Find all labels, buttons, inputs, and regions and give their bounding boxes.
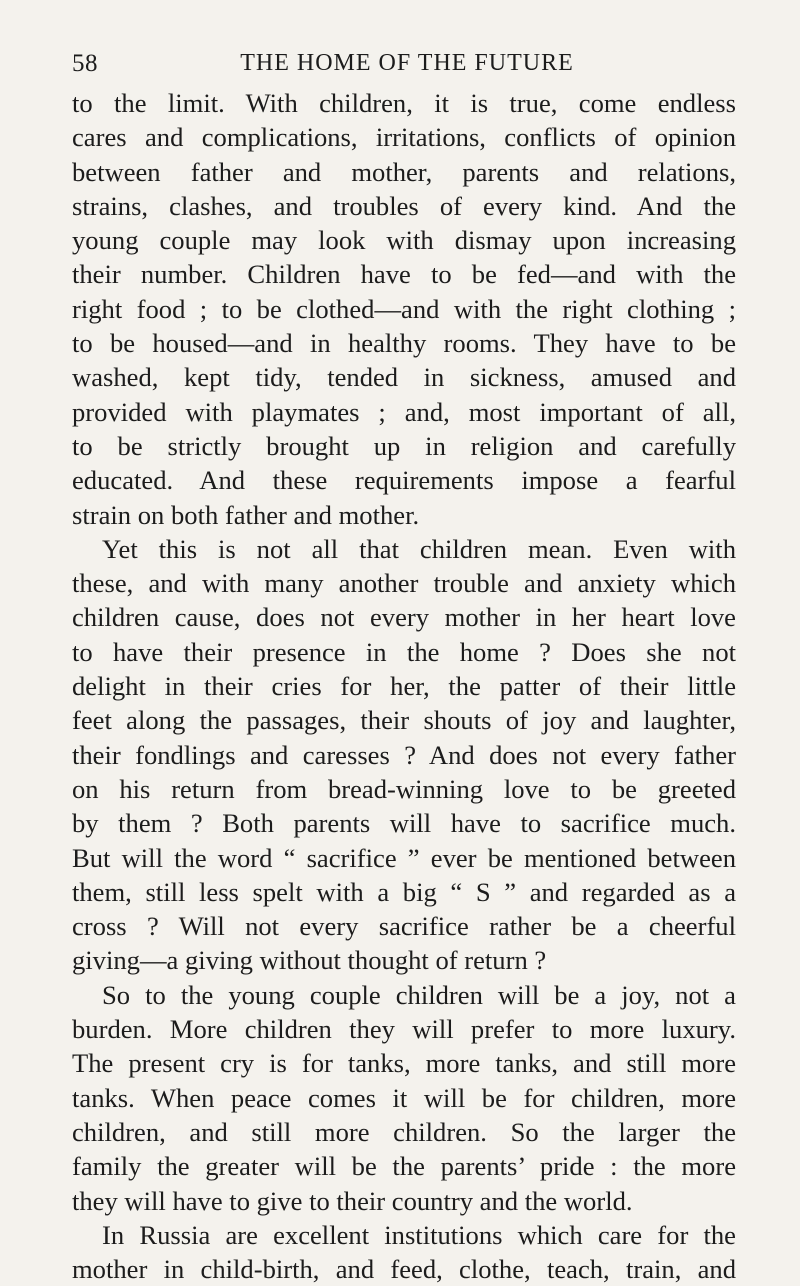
page-header bbox=[72, 50, 734, 84]
text-line: giving—a giving without thought of return ? bbox=[72, 945, 547, 976]
text-line: young couple may look with dismay upon increasing bbox=[72, 225, 736, 256]
text-line: cares and complications, irritations, conflicts of opinion bbox=[72, 122, 736, 153]
paragraph bbox=[72, 532, 736, 978]
text-line: feet along the passages, their shouts of joy and laughter, bbox=[72, 705, 736, 736]
text-line: to have their presence in the home ? Does she not bbox=[72, 636, 736, 667]
text-line: to be strictly brought up in religion and carefully bbox=[72, 430, 736, 461]
text-line: delight in their cries for her, the patter of their little bbox=[72, 671, 736, 702]
text-line: burden. More children they will prefer to more luxury. bbox=[72, 1014, 736, 1045]
text-line: right food ; to be clothed—and with the right clothing ; bbox=[72, 293, 736, 324]
text-line: their number. Children have to be fed—and with the bbox=[72, 259, 736, 290]
text-line: their fondlings and caresses ? And does not every father bbox=[72, 739, 736, 770]
text-line: But will the word “ sacrifice ” ever be mentioned between bbox=[72, 842, 736, 873]
text-line: In Russia are excellent institutions which care for the bbox=[102, 1219, 736, 1250]
page-number: 58 bbox=[72, 50, 98, 77]
text-line: family the greater will be the parents’ pride : the more bbox=[72, 1151, 736, 1182]
text-line: to be housed—and in healthy rooms. They have to be bbox=[72, 328, 736, 359]
text-line: So to the young couple children will be a joy, not a bbox=[102, 979, 736, 1010]
text-line: on his return from bread-winning love to be greeted bbox=[72, 773, 736, 804]
text-line: children, and still more children. So the larger the bbox=[72, 1116, 736, 1147]
text-line: strain on both father and mother. bbox=[72, 499, 420, 530]
text-line: them, still less spelt with a big “ S ” and regarded as a bbox=[72, 876, 736, 907]
paragraph bbox=[72, 86, 736, 532]
text-line: strains, clashes, and troubles of every kind. And the bbox=[72, 190, 736, 221]
text-line: tanks. When peace comes it will be for children, more bbox=[72, 1082, 736, 1113]
paragraph bbox=[72, 1218, 736, 1286]
text-line: to the limit. With children, it is true, come endless bbox=[72, 88, 736, 118]
text-line: educated. And these requirements impose a fearful bbox=[72, 465, 736, 496]
paragraph bbox=[72, 978, 736, 1218]
text-line: between father and mother, parents and relations, bbox=[72, 156, 736, 187]
text-line: by them ? Both parents will have to sacrifice much. bbox=[72, 808, 736, 839]
text-line: they will have to give to their country and the world. bbox=[72, 1185, 633, 1216]
text-line: mother in child-birth, and feed, clothe, teach, train, and bbox=[72, 1254, 736, 1285]
text-line: provided with playmates ; and, most important of all, bbox=[72, 396, 736, 427]
text-line: The present cry is for tanks, more tanks, and still more bbox=[72, 1048, 736, 1079]
body-text bbox=[72, 86, 736, 1286]
text-line: these, and with many another trouble and anxiety which bbox=[72, 568, 736, 599]
text-line: children cause, does not every mother in her heart love bbox=[72, 602, 736, 633]
text-line: cross ? Will not every sacrifice rather be a cheerful bbox=[72, 911, 736, 942]
text-line: washed, kept tidy, tended in sickness, amused and bbox=[72, 362, 736, 393]
text-line: Yet this is not all that children mean. Even with bbox=[102, 533, 736, 564]
running-head: THE HOME OF THE FUTURE bbox=[240, 50, 574, 76]
